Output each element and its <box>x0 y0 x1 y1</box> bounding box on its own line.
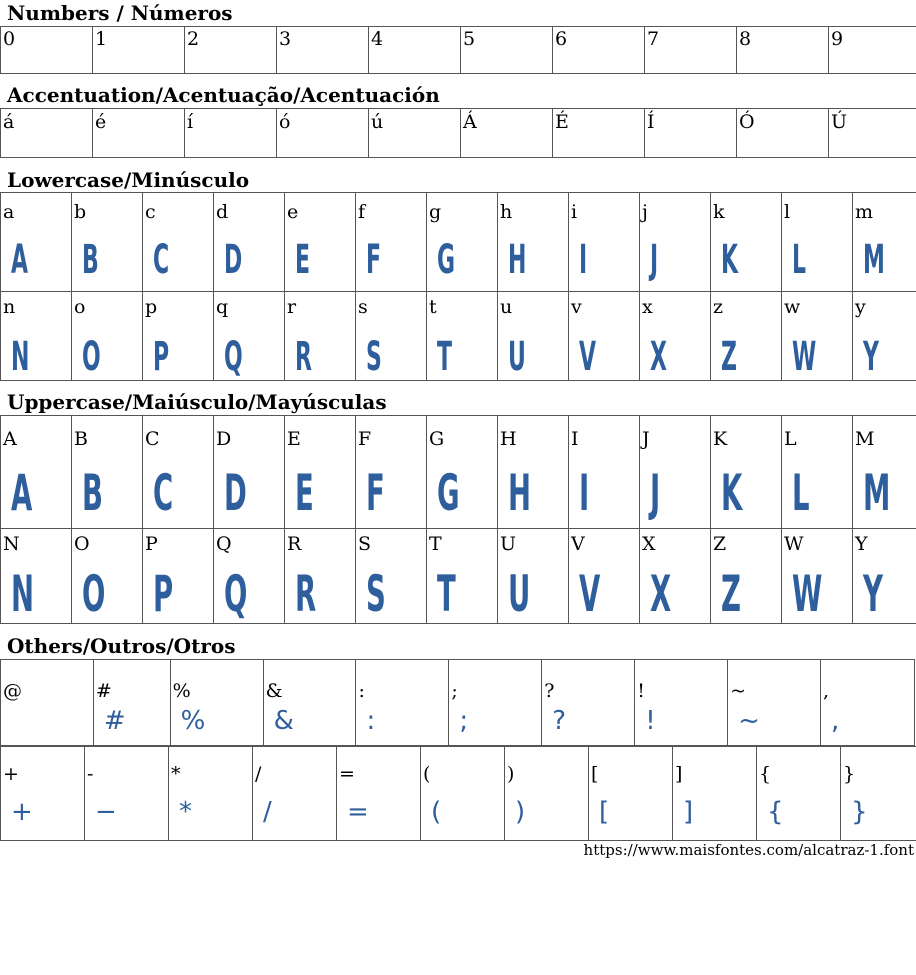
cell-label: H <box>500 428 517 450</box>
glyph-sample: ~ <box>738 706 760 736</box>
cell-label: k <box>713 201 725 223</box>
cell-label: @ <box>3 680 22 702</box>
symbol-cell <box>589 747 673 841</box>
glyph-sample: W <box>792 334 817 380</box>
cell-label: * <box>171 763 181 785</box>
symbol-cell <box>263 660 356 746</box>
glyph-sample: J <box>650 464 661 522</box>
uppercase-cell <box>285 416 356 529</box>
number-cell <box>829 27 916 74</box>
cell-label: 4 <box>371 28 384 50</box>
uppercase-cell <box>356 529 427 624</box>
number-cell <box>93 27 185 74</box>
uppercase-cell <box>782 529 853 624</box>
cell-label: 0 <box>3 28 16 50</box>
uppercase-cell <box>640 416 711 529</box>
cell-label: d <box>216 201 229 223</box>
symbol-cell <box>505 747 589 841</box>
uppercase-grid <box>0 415 916 624</box>
cell-label: é <box>95 111 107 133</box>
glyph-sample: X <box>650 334 667 380</box>
cell-label: F <box>358 428 372 450</box>
glyph-sample: : <box>366 706 376 736</box>
glyph-sample: A <box>11 237 29 283</box>
cell-label: ? <box>544 680 555 702</box>
cell-label: 7 <box>647 28 660 50</box>
accents-grid <box>0 108 916 158</box>
numbers-grid <box>0 26 916 74</box>
glyph-sample: { <box>767 797 784 827</box>
section-title-numbers: Numbers / Números <box>7 1 233 25</box>
cell-label: } <box>843 763 856 785</box>
number-cell <box>737 27 829 74</box>
glyph-sample: K <box>721 237 739 283</box>
cell-label: ó <box>279 111 291 133</box>
cell-label: v <box>571 296 582 318</box>
glyph-sample: P <box>153 565 174 623</box>
cell-label: o <box>74 296 86 318</box>
accent-cell <box>1 109 93 158</box>
cell-label: B <box>74 428 88 450</box>
glyph-sample: G <box>437 237 456 283</box>
glyph-sample: M <box>863 464 891 522</box>
glyph-sample: E <box>295 464 314 522</box>
cell-label: E <box>287 428 301 450</box>
glyph-sample: O <box>82 334 101 380</box>
accent-cell <box>277 109 369 158</box>
cell-label: q <box>216 296 229 318</box>
cell-label: 9 <box>831 28 844 50</box>
cell-label: r <box>287 296 297 318</box>
cell-label: [ <box>591 763 599 785</box>
number-cell <box>553 27 645 74</box>
uppercase-cell <box>143 529 214 624</box>
uppercase-cell <box>285 529 356 624</box>
uppercase-cell <box>214 416 285 529</box>
cell-label: Ó <box>739 111 755 133</box>
symbol-cell <box>821 660 915 746</box>
cell-label: = <box>339 763 355 785</box>
lowercase-cell <box>356 193 427 292</box>
number-cell <box>1 27 93 74</box>
glyph-sample: I <box>579 237 588 283</box>
glyph-sample: H <box>508 237 527 283</box>
cell-label: T <box>429 533 442 555</box>
cell-label: b <box>74 201 87 223</box>
cell-label: J <box>642 428 650 450</box>
cell-label: Ú <box>831 111 848 133</box>
symbol-cell <box>728 660 821 746</box>
accent-cell <box>645 109 737 158</box>
cell-label: W <box>784 533 804 555</box>
glyph-sample: F <box>366 464 385 522</box>
cell-label: A <box>3 428 17 450</box>
uppercase-cell <box>143 416 214 529</box>
lowercase-cell <box>711 193 782 292</box>
symbol-cell <box>356 660 449 746</box>
cell-label: C <box>145 428 160 450</box>
uppercase-cell <box>782 416 853 529</box>
section-title-uppercase: Uppercase/Maiúsculo/Mayúsculas <box>7 390 387 414</box>
lowercase-cell <box>1 193 72 292</box>
lowercase-grid <box>0 192 916 381</box>
cell-label: c <box>145 201 156 223</box>
uppercase-cell <box>498 416 569 529</box>
glyph-sample: ; <box>459 706 469 736</box>
cell-label: R <box>287 533 302 555</box>
glyph-sample: H <box>508 464 532 522</box>
cell-label: S <box>358 533 372 555</box>
accent-cell <box>829 109 916 158</box>
uppercase-cell <box>1 416 72 529</box>
uppercase-cell <box>569 416 640 529</box>
cell-label: ~ <box>730 680 747 702</box>
glyph-sample: Y <box>863 565 883 623</box>
lowercase-cell <box>356 292 427 381</box>
cell-label: É <box>555 111 569 133</box>
cell-label: Í <box>647 111 655 133</box>
cell-label: j <box>642 201 648 223</box>
glyph-sample: A <box>11 464 33 522</box>
cell-label: 2 <box>187 28 200 50</box>
symbol-cell <box>170 660 263 746</box>
cell-label: a <box>3 201 15 223</box>
number-cell <box>369 27 461 74</box>
cell-label: 8 <box>739 28 752 50</box>
lowercase-cell <box>569 193 640 292</box>
cell-label: - <box>87 763 94 785</box>
uppercase-cell <box>853 529 916 624</box>
glyph-sample: B <box>82 237 99 283</box>
cell-label: w <box>784 296 801 318</box>
glyph-sample: T <box>437 334 453 380</box>
cell-label: O <box>74 533 90 555</box>
cell-label: K <box>713 428 728 450</box>
cell-label: U <box>500 533 517 555</box>
lowercase-cell <box>640 193 711 292</box>
cell-label: ; <box>451 680 458 702</box>
glyph-sample: S <box>366 565 386 623</box>
glyph-sample: N <box>11 334 30 380</box>
cell-label: l <box>784 201 791 223</box>
symbol-cell <box>85 747 169 841</box>
glyph-sample: E <box>295 237 311 283</box>
cell-label: # <box>95 680 112 702</box>
glyph-sample: Z <box>721 334 737 380</box>
uppercase-cell <box>498 529 569 624</box>
glyph-sample: R <box>295 334 312 380</box>
glyph-sample: N <box>11 565 35 623</box>
cell-label: i <box>571 201 578 223</box>
glyph-sample: L <box>792 464 810 522</box>
glyph-sample: X <box>650 565 672 623</box>
glyph-sample: % <box>180 706 206 736</box>
cell-label: n <box>3 296 16 318</box>
glyph-sample: ) <box>515 797 526 827</box>
glyph-sample: Q <box>224 565 248 623</box>
glyph-sample: V <box>579 334 597 380</box>
glyph-sample: O <box>82 565 106 623</box>
section-title-accents: Accentuation/Acentuação/Acentuación <box>7 83 440 107</box>
lowercase-cell <box>711 292 782 381</box>
glyph-sample: # <box>103 706 126 736</box>
uppercase-cell <box>1 529 72 624</box>
cell-label: Y <box>855 533 868 555</box>
glyph-sample: } <box>851 797 868 827</box>
cell-label: 6 <box>555 28 568 50</box>
symbol-cell <box>253 747 337 841</box>
symbol-cell <box>169 747 253 841</box>
uppercase-cell <box>427 416 498 529</box>
glyph-sample: M <box>863 237 885 283</box>
cell-label: Á <box>463 111 477 133</box>
glyph-sample: U <box>508 565 531 623</box>
cell-label: , <box>823 680 830 702</box>
lowercase-cell <box>853 193 916 292</box>
cell-label: h <box>500 201 513 223</box>
cell-label: L <box>784 428 797 450</box>
symbol-cell <box>449 660 542 746</box>
number-cell <box>185 27 277 74</box>
lowercase-cell <box>427 193 498 292</box>
accent-cell <box>461 109 553 158</box>
footer-url[interactable]: https://www.maisfontes.com/alcatraz-1.font <box>583 841 914 859</box>
glyph-sample: C <box>153 464 174 522</box>
accent-cell <box>93 109 185 158</box>
glyph-sample: ? <box>552 706 567 736</box>
cell-label: s <box>358 296 368 318</box>
cell-label: 5 <box>463 28 476 50</box>
lowercase-cell <box>427 292 498 381</box>
accent-cell <box>185 109 277 158</box>
lowercase-cell <box>143 193 214 292</box>
glyph-sample: P <box>153 334 170 380</box>
glyph-sample: I <box>579 464 590 522</box>
cell-label: í <box>187 111 194 133</box>
uppercase-cell <box>640 529 711 624</box>
cell-label: P <box>145 533 158 555</box>
glyph-sample: U <box>508 334 526 380</box>
lowercase-cell <box>285 193 356 292</box>
glyph-sample: C <box>153 237 170 283</box>
cell-label: + <box>3 763 19 785</box>
symbol-cell <box>93 660 170 746</box>
lowercase-cell <box>72 292 143 381</box>
glyph-sample: / <box>263 797 272 827</box>
section-title-lowercase: Lowercase/Minúsculo <box>7 168 250 192</box>
glyph-sample: D <box>224 464 247 522</box>
cell-label: D <box>216 428 232 450</box>
uppercase-cell <box>853 416 916 529</box>
glyph-sample: ( <box>431 797 442 827</box>
cell-label: { <box>759 763 772 785</box>
symbol-cell <box>421 747 505 841</box>
glyph-sample: F <box>366 237 382 283</box>
section-title-others: Others/Outros/Otros <box>7 634 236 658</box>
cell-label: V <box>571 533 585 555</box>
cell-label: ] <box>675 763 683 785</box>
accent-cell <box>369 109 461 158</box>
uppercase-cell <box>427 529 498 624</box>
symbol-cell <box>1 660 94 746</box>
glyph-sample: Z <box>721 565 741 623</box>
uppercase-cell <box>214 529 285 624</box>
glyph-sample: L <box>792 237 807 283</box>
glyph-sample: ] <box>683 797 694 827</box>
cell-label: / <box>255 763 262 785</box>
number-cell <box>645 27 737 74</box>
cell-label: y <box>855 296 866 318</box>
glyph-sample: J <box>650 237 659 283</box>
glyph-sample: D <box>224 237 243 283</box>
glyph-sample: [ <box>599 797 610 827</box>
accent-cell <box>553 109 645 158</box>
glyph-sample: B <box>82 464 103 522</box>
cell-label: M <box>855 428 875 450</box>
cell-label: : <box>358 680 365 702</box>
glyph-sample: & <box>273 706 294 736</box>
cell-label: % <box>172 680 191 702</box>
glyph-sample: ! <box>645 706 656 736</box>
cell-label: ! <box>637 680 645 702</box>
cell-label: ) <box>507 763 515 785</box>
glyph-sample: * <box>179 797 192 827</box>
glyph-sample: + <box>11 797 33 827</box>
cell-label: e <box>287 201 299 223</box>
uppercase-cell <box>711 416 782 529</box>
glyph-sample: , <box>831 706 840 736</box>
uppercase-cell <box>72 416 143 529</box>
cell-label: m <box>855 201 874 223</box>
glyph-sample: R <box>295 565 317 623</box>
symbol-cell <box>337 747 421 841</box>
lowercase-cell <box>214 292 285 381</box>
glyph-sample: V <box>579 565 601 623</box>
symbol-cell <box>542 660 635 746</box>
cell-label: á <box>3 111 15 133</box>
lowercase-cell <box>640 292 711 381</box>
uppercase-cell <box>569 529 640 624</box>
cell-label: g <box>429 201 442 223</box>
cell-label: I <box>571 428 579 450</box>
cell-label: Z <box>713 533 727 555</box>
glyph-sample: = <box>347 797 369 827</box>
cell-label: t <box>429 296 437 318</box>
lowercase-cell <box>214 193 285 292</box>
uppercase-cell <box>72 529 143 624</box>
cell-label: p <box>145 296 158 318</box>
symbol-cell <box>673 747 757 841</box>
glyph-sample: S <box>366 334 382 380</box>
cell-label: Q <box>216 533 232 555</box>
glyph-sample: Q <box>224 334 243 380</box>
lowercase-cell <box>853 292 916 381</box>
cell-label: 3 <box>279 28 292 50</box>
cell-label: z <box>713 296 724 318</box>
cell-label: ú <box>371 111 384 133</box>
lowercase-cell <box>143 292 214 381</box>
cell-label: f <box>358 201 366 223</box>
number-cell <box>461 27 553 74</box>
glyph-sample: − <box>95 797 117 827</box>
others-grid-1 <box>0 659 915 746</box>
symbol-cell <box>635 660 728 746</box>
uppercase-cell <box>711 529 782 624</box>
symbol-cell <box>757 747 841 841</box>
symbol-cell <box>1 747 85 841</box>
accent-cell <box>737 109 829 158</box>
symbol-cell <box>841 747 916 841</box>
glyph-sample: K <box>721 464 743 522</box>
lowercase-cell <box>498 193 569 292</box>
lowercase-cell <box>569 292 640 381</box>
cell-label: u <box>500 296 513 318</box>
uppercase-cell <box>356 416 427 529</box>
cell-label: N <box>3 533 20 555</box>
glyph-sample: G <box>437 464 460 522</box>
others-grid-2 <box>0 746 916 841</box>
lowercase-cell <box>285 292 356 381</box>
glyph-sample: Y <box>863 334 879 380</box>
cell-label: & <box>265 680 283 702</box>
lowercase-cell <box>72 193 143 292</box>
lowercase-cell <box>498 292 569 381</box>
glyph-sample: W <box>792 565 823 623</box>
lowercase-cell <box>1 292 72 381</box>
number-cell <box>277 27 369 74</box>
glyph-sample: T <box>437 565 456 623</box>
cell-label: x <box>642 296 653 318</box>
lowercase-cell <box>782 193 853 292</box>
cell-label: 1 <box>95 28 108 50</box>
cell-label: X <box>642 533 656 555</box>
cell-label: ( <box>423 763 431 785</box>
lowercase-cell <box>782 292 853 381</box>
cell-label: G <box>429 428 445 450</box>
